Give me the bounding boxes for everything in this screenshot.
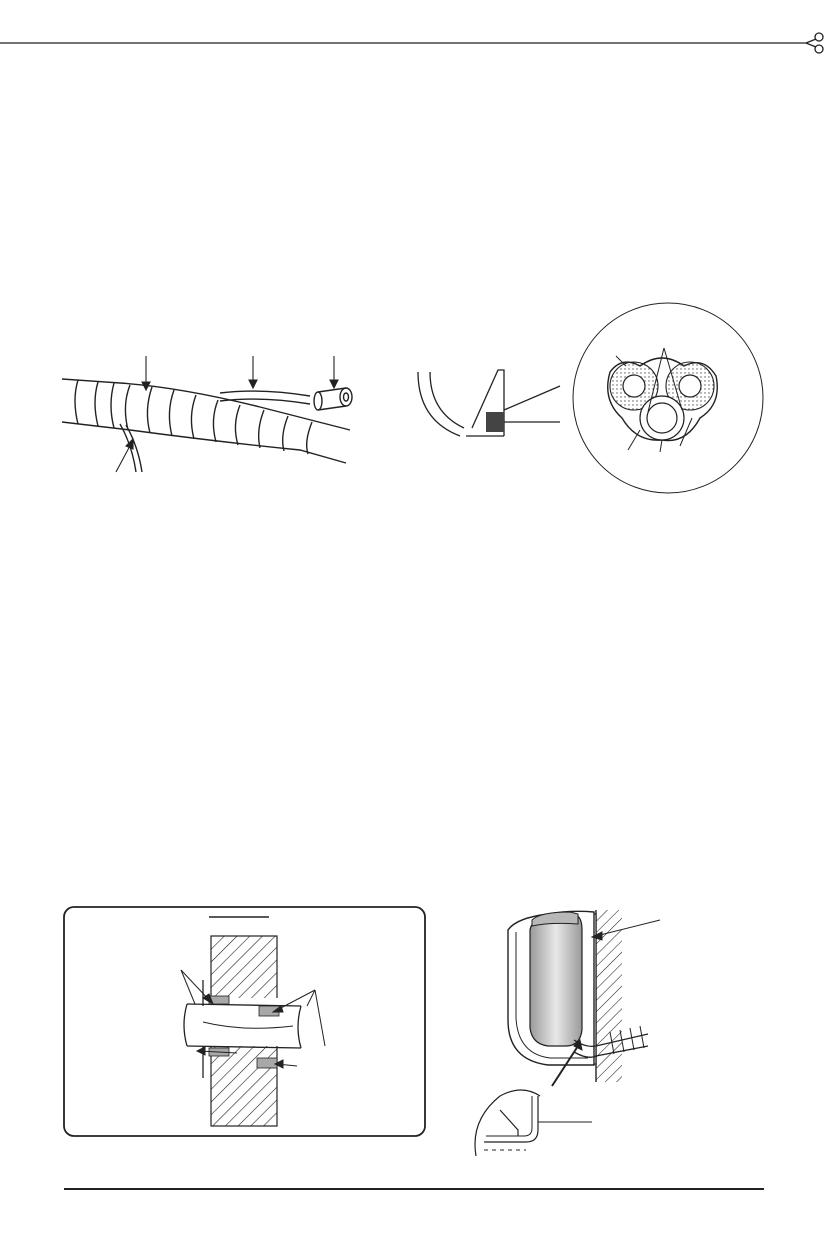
footer-rule xyxy=(64,1188,764,1190)
wall-sleeve-icon xyxy=(63,906,427,1138)
magnified-cross-section-icon xyxy=(400,300,775,500)
cut-line xyxy=(0,30,828,54)
indoor-unit-wall-icon xyxy=(470,900,670,1165)
scissors-icon xyxy=(806,33,823,53)
taped-pipe-bundle-icon xyxy=(60,350,370,480)
